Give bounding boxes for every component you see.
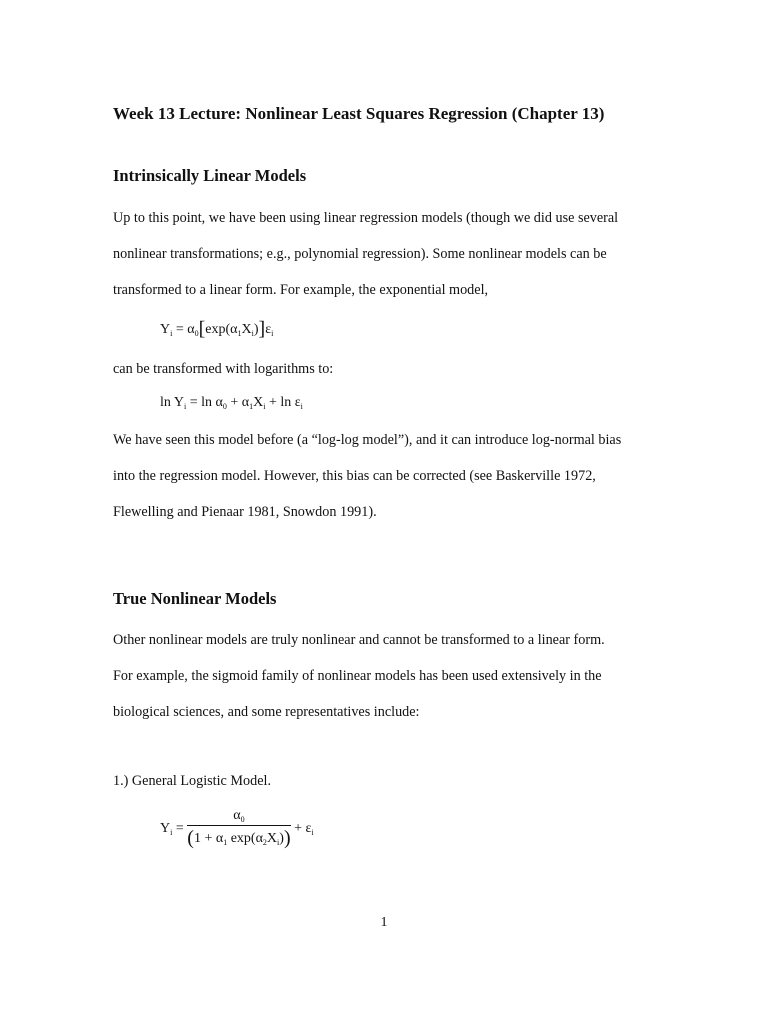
list-item-general-logistic: 1.) General Logistic Model. [113, 773, 271, 789]
paragraph-line: into the regression model. However, this bias can be corrected (see Baskerville 1972, [113, 468, 596, 484]
paragraph-line: nonlinear transformations; e.g., polynomial regression). Some nonlinear models can be [113, 246, 607, 262]
page-title: Week 13 Lecture: Nonlinear Least Squares Regression (Chapter 13) [113, 104, 605, 123]
equation-general-logistic: $Y_i$ = $\frac{\alpha_0}{(1 + \alpha_1 \exp(\alpha_2X_i))}$ + $\varepsilon_i$ [160, 808, 314, 849]
paragraph-line: Other nonlinear models are truly nonlinear and cannot be transformed to a linear form. [113, 632, 605, 648]
paragraph-line: transformed to a linear form. For example, the exponential model, [113, 282, 489, 298]
page-number: 1 [380, 915, 388, 930]
section-heading-intrinsically-linear: Intrinsically Linear Models [113, 166, 307, 185]
paragraph-line: biological sciences, and some representatives include: [113, 704, 420, 720]
paragraph-line: Flewelling and Pienaar 1981, Snowdon 1991). [113, 504, 377, 520]
fraction: $\frac{\alpha_0}{(1 + \alpha_1 \exp(\alpha_2X_i))}$ [187, 808, 291, 849]
section-heading-true-nonlinear: True Nonlinear Models [113, 589, 277, 608]
equation-exponential-model: $Y_i = \alpha_0[\exp(\alpha_1X_i)]\varepsilon_i$ [160, 318, 274, 340]
paragraph-line: Up to this point, we have been using linear regression models (though we did use several [113, 210, 619, 226]
paragraph-line: For example, the sigmoid family of nonlinear models has been used extensively in the [113, 668, 602, 684]
paragraph-line: can be transformed with logarithms to: [113, 361, 334, 377]
paragraph-line: We have seen this model before (a “log-log model”), and it can introduce log-normal bias [113, 432, 622, 448]
equation-log-model: $\ln Y_i = \ln \alpha_0 + \alpha_1X_i + \ln \varepsilon_i$ [160, 395, 303, 411]
